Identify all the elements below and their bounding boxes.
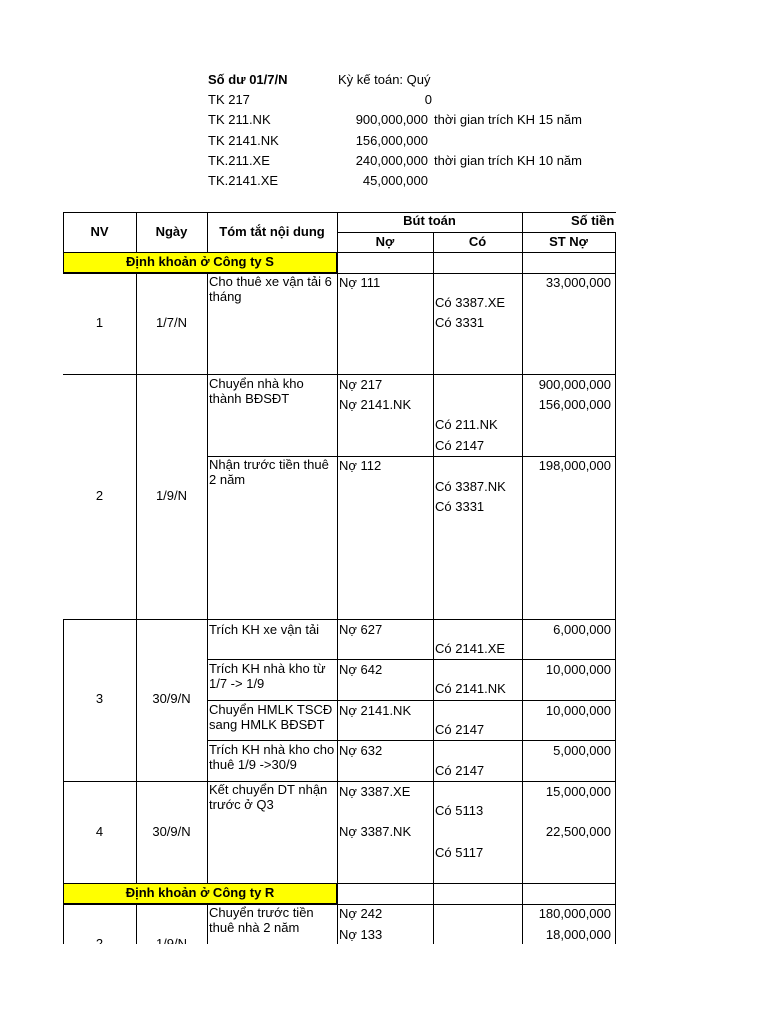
amount-cell: 5,000,000 [553, 743, 611, 758]
debit-cell: Nợ 632 [339, 743, 383, 758]
balance-note: thời gian trích KH 10 năm [434, 153, 582, 168]
header-amount-debit: ST Nợ [549, 234, 588, 249]
credit-cell: Có 3387.XE [435, 295, 506, 310]
credit-cell: Có 2147 [435, 763, 485, 778]
description-cell: Kết chuyển DT nhận trước ở Q3 [209, 782, 328, 812]
credit-cell: Có 2141.NK [435, 681, 506, 696]
summary-period: Kỳ kế toán: Quý [338, 72, 431, 87]
balance-amount: 156,000,000 [355, 133, 428, 148]
debit-cell: Nợ 242 [339, 906, 383, 921]
amount-cell: 10,000,000 [545, 662, 611, 677]
credit-cell: Có 5113 [435, 803, 484, 818]
date-cell: 30/9/N [152, 691, 191, 706]
debit-cell: Nợ 3387.XE [339, 784, 411, 799]
amount-cell: 6,000,000 [553, 622, 611, 637]
amount-cell: 10,000,000 [545, 703, 611, 718]
debit-cell: Nợ 112 [339, 458, 382, 473]
credit-cell: Có 3387.NK [435, 479, 506, 494]
debit-cell: Nợ 627 [339, 622, 383, 637]
header-amount: Số tiền [571, 213, 615, 228]
debit-cell: Nợ 3387.NK [339, 824, 412, 839]
page-bottom-margin [0, 944, 768, 1024]
balance-note: thời gian trích KH 15 năm [434, 112, 582, 127]
nv-cell: 2 [95, 488, 104, 503]
description-cell: Chuyển trước tiền thuê nhà 2 năm [209, 905, 314, 935]
description-cell: Cho thuê xe vận tải 6 tháng [209, 274, 332, 304]
debit-cell: Nợ 2141.NK [339, 703, 412, 718]
balance-account: TK 217 [208, 92, 250, 107]
balance-amount: 0 [424, 92, 432, 107]
date-cell: 1/7/N [155, 315, 188, 330]
description-cell: Trích KH nhà kho cho thuê 1/9 ->30/9 [209, 742, 335, 772]
amount-cell: 22,500,000 [545, 824, 611, 839]
credit-cell: Có 3331 [435, 315, 485, 330]
description-cell: Chuyển nhà kho thành BĐSĐT [209, 376, 304, 406]
amount-cell: 15,000,000 [545, 784, 611, 799]
credit-cell: Có 2147 [435, 722, 485, 737]
nv-cell: 1 [95, 315, 104, 330]
description-cell: Trích KH nhà kho từ 1/7 -> 1/9 [209, 661, 326, 691]
nv-cell: 4 [95, 824, 104, 839]
debit-cell: Nợ 217 [339, 377, 383, 392]
balance-account: TK.2141.XE [208, 173, 279, 188]
balance-account: TK 2141.NK [208, 133, 279, 148]
description-cell: Nhận trước tiền thuê 2 năm [209, 457, 329, 487]
amount-cell: 900,000,000 [538, 377, 611, 392]
credit-cell: Có 3331 [435, 499, 485, 514]
balance-amount: 900,000,000 [355, 112, 428, 127]
balance-account: TK 211.NK [208, 112, 271, 127]
header-description: Tóm tắt nội dung [219, 224, 325, 239]
section-title-s: Định khoản ở Công ty S [126, 254, 274, 269]
header-date: Ngày [155, 224, 188, 239]
header-nv: NV [90, 224, 109, 239]
credit-cell: Có 211.NK [435, 417, 498, 432]
debit-cell: Nợ 642 [339, 662, 383, 677]
amount-cell: 33,000,000 [545, 275, 611, 290]
header-credit: Có [468, 234, 487, 249]
description-cell: Chuyển HMLK TSCĐ sang HMLK BĐSĐT [209, 702, 333, 732]
credit-cell: Có 2141.XE [435, 641, 506, 656]
amount-cell: 18,000,000 [545, 927, 611, 942]
header-entry: Bút toán [403, 213, 456, 228]
debit-cell: Nợ 111 [339, 275, 381, 290]
date-cell: 1/9/N [155, 488, 188, 503]
amount-cell: 156,000,000 [538, 397, 611, 412]
header-debit: Nợ [375, 234, 395, 249]
date-cell: 30/9/N [152, 824, 191, 839]
debit-cell: Nợ 133 [339, 927, 383, 942]
balance-account: TK.211.XE [208, 153, 270, 168]
description-cell: Trích KH xe vận tải [209, 622, 320, 637]
section-title-r: Định khoản ở Công ty R [125, 885, 275, 900]
amount-cell: 198,000,000 [538, 458, 611, 473]
credit-cell: Có 2147 [435, 438, 485, 453]
nv-cell: 3 [95, 691, 104, 706]
balance-amount: 45,000,000 [362, 173, 428, 188]
debit-cell: Nợ 2141.NK [339, 397, 412, 412]
credit-cell: Có 5117 [435, 845, 484, 860]
amount-cell: 180,000,000 [538, 906, 611, 921]
balance-amount: 240,000,000 [355, 153, 428, 168]
summary-title: Số dư 01/7/N [208, 72, 288, 87]
